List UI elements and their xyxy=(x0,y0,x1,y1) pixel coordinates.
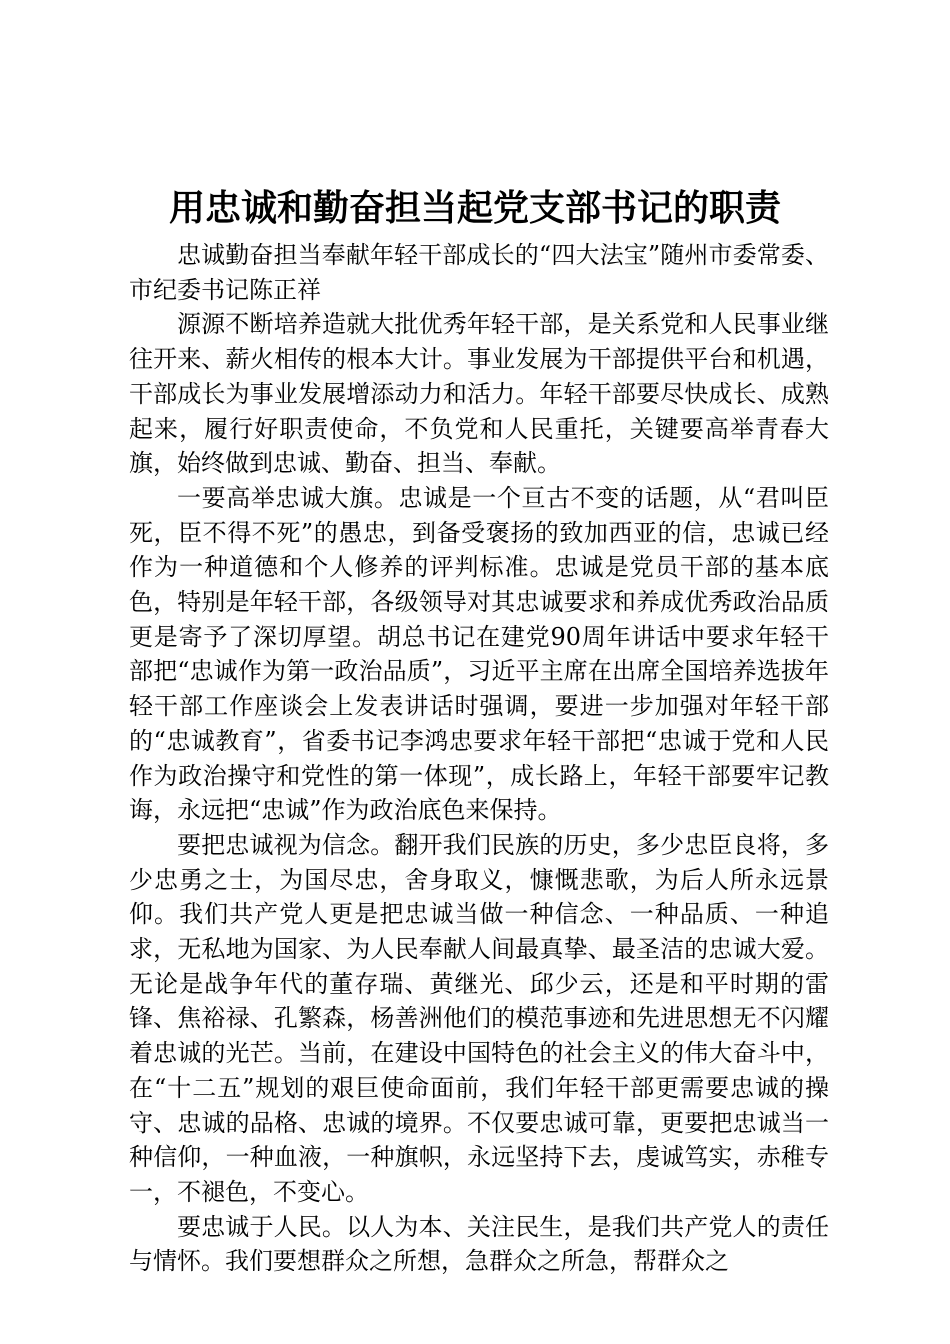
paragraph-subtitle: 忠诚勤奋担当奉献年轻干部成长的“四大法宝”随州市委常委、市纪委书记陈正祥 xyxy=(129,241,829,304)
paragraph-loyalty-banner: 一要高举忠诚大旗。忠诚是一个亘古不变的话题，从“君叫臣死，臣不得不死”的愚忠，到备受褒扬的致加西亚的信，忠诚已经作为一种道德和个人修养的评判标准。忠诚是党员干部的基本底色，特别是年轻干部，各级领导对其忠诚要求和养成优秀政治品质更是寄予了深切厚望。胡总书记在建党90周年讲话中要求年轻干部把“忠诚作为第一政治品质”，习近平主席在出席全国培养选拔年轻干部工作座谈会上发表讲话时强调，要进一步加强对年轻干部的“忠诚教育”，省委书记李鸿忠要求年轻干部把“忠诚于党和人民作为政治操守和党性的第一体现”，成长路上，年轻干部要牢记教诲，永远把“忠诚”作为政治底色来保持。 xyxy=(129,483,829,825)
document-body xyxy=(129,238,829,1279)
paragraph-intro: 源源不断培养造就大批优秀年轻干部，是关系党和人民事业继往开来、薪火相传的根本大计。事业发展为干部提供平台和机遇，干部成长为事业发展增添动力和活力。年轻干部要尽快成长、成熟起来，履行好职责使命，不负党和人民重托，关键要高举青春大旗，始终做到忠诚、勤奋、担当、奉献。 xyxy=(129,310,829,478)
paragraph-loyalty-people: 要忠诚于人民。以人为本、关注民生，是我们共产党人的责任与情怀。我们要想群众之所想，急群众之所急，帮群众之 xyxy=(129,1212,829,1276)
document-title: 用忠诚和勤奋担当起党支部书记的职责 xyxy=(168,187,781,229)
paragraph-loyalty-belief: 要把忠诚视为信念。翻开我们民族的历史，多少忠臣良将，多少忠勇之士，为国尽忠，舍身取义，慷慨悲歌，为后人所永远景仰。我们共产党人更是把忠诚当做一种信念、一种品质、一种追求，无私地为国家、为人民奉献人间最真挚、最圣洁的忠诚大爱。无论是战争年代的董存瑞、黄继光、邱少云，还是和平时期的雷锋、焦裕禄、孔繁森，杨善洲他们的模范事迹和先进思想无不闪耀着忠诚的光芒。当前，在建设中国特色的社会主义的伟大奋斗中，在“十二五”规划的艰巨使命面前，我们年轻干部更需要忠诚的操守、忠诚的品格、忠诚的境界。不仅要忠诚可靠，更要把忠诚当一种信仰，一种血液，一种旗帜，永远坚持下去，虔诚笃实，赤稚专一，不褪色，不变心。 xyxy=(129,830,829,1206)
